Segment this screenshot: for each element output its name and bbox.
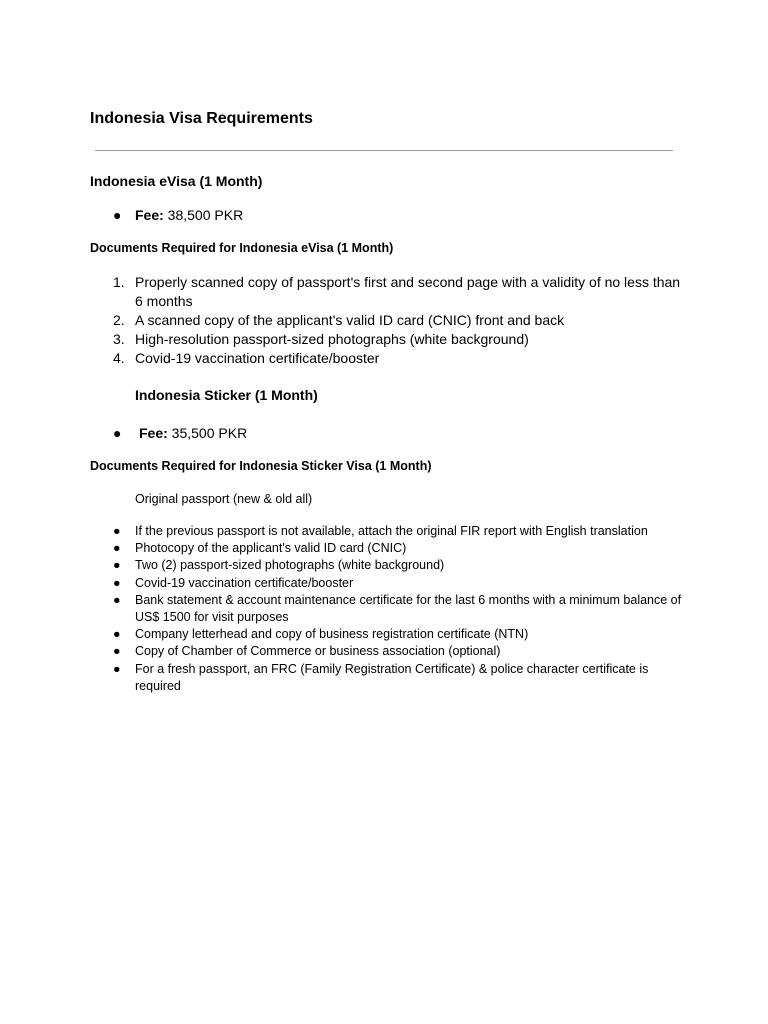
list-item-text: Two (2) passport-sized photographs (white background) [135, 558, 445, 573]
list-item [113, 330, 683, 349]
list-item [113, 626, 683, 643]
bullet-icon: ● [113, 627, 121, 642]
list-item [113, 349, 683, 368]
list-item [113, 523, 683, 540]
list-item-number: 3. [113, 331, 125, 347]
list-item-text: Covid-19 vaccination certificate/booster [135, 575, 354, 590]
list-item-text: Covid-19 vaccination certificate/booster [135, 350, 380, 366]
list-item [113, 540, 683, 557]
list-item [113, 661, 683, 695]
bullet-icon: ● [113, 661, 121, 676]
list-item-text: Photocopy of the applicant's valid ID card (CNIC) [135, 541, 407, 556]
bullet-icon: ● [113, 592, 121, 607]
bullet-icon: ● [113, 575, 121, 590]
list-item-number: 1. [113, 274, 125, 290]
list-item [113, 575, 683, 592]
bullet-icon: ● [113, 644, 121, 659]
bullet-icon: ● [113, 207, 122, 223]
sticker-fee [113, 425, 247, 441]
list-item [113, 643, 683, 660]
sticker-intro-line: Original passport (new & old all) [135, 492, 313, 506]
list-item-text: High-resolution passport-sized photographs (white background) [135, 331, 529, 347]
list-item-number: 4. [113, 350, 125, 366]
sticker-docs-heading: Documents Required for Indonesia Sticker Visa (1 Month) [90, 459, 432, 473]
evisa-fee-label: Fee: [135, 207, 164, 223]
evisa-docs-heading: Documents Required for Indonesia eVisa (1 Month) [90, 241, 394, 255]
horizontal-divider [95, 150, 673, 151]
list-item-number: 2. [113, 312, 125, 328]
bullet-icon: ● [113, 425, 122, 441]
list-item-text: Bank statement & account maintenance certificate for the last 6 months with a minimum balance of US$ 1500 for visit purposes [135, 592, 682, 625]
sticker-fee-value: 35,500 PKR [167, 425, 248, 441]
bullet-icon: ● [113, 541, 121, 556]
sticker-heading: Indonesia Sticker (1 Month) [135, 387, 318, 403]
list-item-text: Company letterhead and copy of business registration certificate (NTN) [135, 627, 529, 642]
list-item [113, 273, 683, 311]
bullet-icon: ● [113, 524, 121, 538]
list-item-text: A scanned copy of the applicant's valid ID card (CNIC) front and back [135, 312, 565, 328]
evisa-fee [113, 207, 243, 223]
evisa-fee-value: 38,500 PKR [163, 207, 244, 223]
sticker-fee-label: Fee: [139, 425, 168, 441]
sticker-docs-list [113, 523, 683, 695]
bullet-icon: ● [113, 558, 121, 573]
list-item-text: Copy of Chamber of Commerce or business association (optional) [135, 644, 501, 659]
evisa-docs-list [113, 273, 683, 368]
evisa-heading: Indonesia eVisa (1 Month) [90, 173, 263, 189]
list-item [113, 557, 683, 574]
list-item [113, 592, 683, 626]
list-item-text: Properly scanned copy of passport's first and second page with a validity of no less than 6 months [135, 274, 681, 309]
list-item-text: If the previous passport is not available, attach the original FIR report with English translation [135, 524, 648, 538]
page-title: Indonesia Visa Requirements [90, 110, 313, 127]
list-item [113, 311, 683, 330]
list-item-text: For a fresh passport, an FRC (Family Registration Certificate) & police character certificate is required [135, 661, 649, 693]
